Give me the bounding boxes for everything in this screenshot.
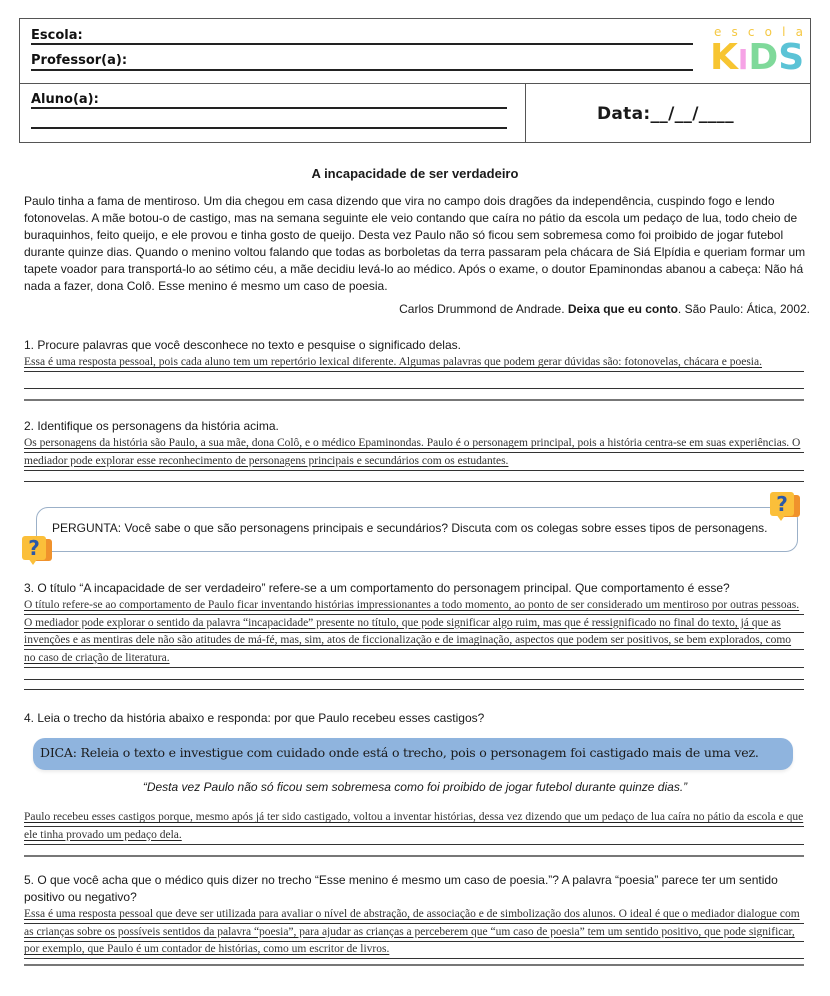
answer-line bbox=[24, 667, 804, 668]
citation-publisher: . São Paulo: Ática, 2002. bbox=[677, 302, 810, 316]
logo-letter-d: D bbox=[748, 37, 779, 78]
logo-letter: a bbox=[795, 25, 804, 39]
answer-line bbox=[24, 470, 804, 471]
student-input-line-1[interactable] bbox=[31, 107, 507, 109]
school-input-line[interactable] bbox=[31, 43, 693, 45]
escola-kids-logo bbox=[706, 21, 806, 83]
logo-letter: s bbox=[731, 25, 739, 39]
citation-book: Deixa que eu conto bbox=[567, 302, 678, 316]
story-title: A incapacidade de ser verdadeiro bbox=[311, 166, 519, 181]
date-field[interactable]: Data:__/__/____ bbox=[597, 104, 734, 124]
question-3-answer[interactable]: O título refere-se ao comportamento de Paulo ficar inventando histórias impressionantes a todo momento, ao ponto de ser considerado um mentiroso por outras pessoas. O mediador pode explorar o sentido da palavra “incapacidade” presente no título, que pode significar algo ruim, mas que é ressignificado no final do texto, já que as invenções e as mentiras dele não são atitudes de má-fé, mas, sim, atos de ficcionalização e de imaginação, aspectos que podem ser positivos, se bem explorados, como no caso de criação de literatura. bbox=[24, 599, 800, 664]
answer-line bbox=[24, 679, 804, 680]
question-3-prompt: 3. O título “A incapacidade de ser verdadeiro” refere-se a um comportamento do personagem principal. Que comportamento é esse? bbox=[24, 581, 730, 595]
answer-line bbox=[24, 481, 804, 482]
student-section bbox=[20, 84, 526, 142]
citation-author: Carlos Drummond de Andrade. bbox=[399, 302, 565, 316]
logo-letter-i: I bbox=[737, 43, 749, 76]
student-label: Aluno(a): bbox=[31, 92, 99, 107]
question-1-answer[interactable]: Essa é uma resposta pessoal, pois cada aluno tem um repertório lexical diferente. Algumas palavras que podem gerar dúvidas são: fotonovelas, chácara e poesia. bbox=[24, 356, 762, 368]
answer-line bbox=[24, 844, 804, 845]
answer-line bbox=[24, 855, 804, 857]
teacher-input-line[interactable] bbox=[31, 69, 693, 71]
answer-line bbox=[24, 958, 804, 959]
logo-letter: c bbox=[747, 25, 756, 39]
answer-line bbox=[24, 371, 804, 372]
teacher-label: Professor(a): bbox=[31, 53, 128, 68]
answer-line bbox=[24, 632, 804, 633]
question-2-prompt: 2. Identifique os personagens da história acima. bbox=[24, 419, 279, 433]
worksheet-header bbox=[19, 18, 811, 143]
logo-kids-text bbox=[710, 39, 804, 79]
question-5-answer[interactable]: Essa é uma resposta pessoal que deve ser utilizada para avaliar o nível de abstração, de associação e de simbolização dos alunos. O ideal é que o mediador dialogue com as crianças sobre os possíveis sentidos da palavra “poesia”, para ajudar as crianças a perceberem que “um caso de poesia” tem um sentido positivo, que pode significar, por exemplo, que Paulo é um contador de histórias, como um escritor de livros. bbox=[24, 908, 800, 955]
question-5-prompt: 5. O que você acha que o médico quis dizer no trecho “Esse menino é mesmo um caso de poesia.”? A palavra “poesia” parece ter um sentido positivo ou negativo? bbox=[24, 873, 778, 904]
question-2-answer[interactable]: Os personagens da história são Paulo, a sua mãe, dona Colô, e o médico Epaminondas. Paulo é o personagem principal, pois a história centra-se em suas experiências. O mediador pode explorar esse reconhecimento de personagens principais e secundários com os estudantes. bbox=[24, 437, 801, 467]
question-4-answer[interactable]: Paulo recebeu esses castigos porque, mesmo após já ter sido castigado, voltou a inventar histórias, dessa vez dizendo que um pedaço de lua caíra no pátio da escola e que ele tinha provado um pedaço dela. bbox=[24, 811, 804, 841]
answer-line bbox=[24, 388, 804, 389]
header-top-section bbox=[20, 19, 810, 84]
answer-line bbox=[24, 399, 804, 401]
answer-line bbox=[24, 826, 804, 827]
answer-line bbox=[24, 649, 804, 650]
story-citation bbox=[399, 302, 810, 316]
answer-line bbox=[24, 614, 804, 615]
question-bubble-icon: ? bbox=[770, 492, 800, 522]
answer-line bbox=[24, 964, 804, 966]
logo-letter-s: S bbox=[778, 37, 805, 78]
student-input-line-2[interactable] bbox=[31, 127, 507, 129]
school-label: Escola: bbox=[31, 28, 83, 43]
question-1-prompt: 1. Procure palavras que você desconhece no texto e pesquise o significado delas. bbox=[24, 338, 461, 352]
answer-line bbox=[24, 689, 804, 690]
question-4-prompt: 4. Leia o trecho da história abaixo e responda: por que Paulo recebeu esses castigos? bbox=[24, 711, 485, 725]
story-body: Paulo tinha a fama de mentiroso. Um dia chegou em casa dizendo que vira no campo dois dragões da independência, cuspindo fogo e lendo fotonovelas. A mãe botou-o de castigo, mas na semana seguinte ele veio contando que caíra no pátio da escola um pedaço de lua, todo cheio de buraquinhos, feito queijo, e ele provou e tinha gosto de queijo. Desta vez Paulo não só ficou sem sobremesa como foi proibido de jogar futebol durante quinze dias. Quando o menino voltou falando que todas as borboletas da terra passaram pela chácara de Siá Elpídia e queriam formar um tapete voador para transportá-lo ao sétimo céu, a mãe decidiu levá-lo ao médico. Após o exame, o doutor Epaminondas abanou a cabeça: Não há nada a fazer, dona Colô. Esse menino é mesmo um caso de poesia. bbox=[24, 194, 806, 293]
pergunta-text: PERGUNTA: Você sabe o que são personagens principais e secundários? Discuta com os colegas sobre esses tipos de personagens. bbox=[52, 521, 768, 535]
question-bubble-icon: ? bbox=[22, 536, 52, 566]
answer-line bbox=[24, 452, 804, 453]
logo-letter: o bbox=[764, 25, 773, 39]
story-excerpt-quote: “Desta vez Paulo não só ficou sem sobremesa como foi proibido de jogar futebol durante quinze dias.” bbox=[142, 780, 688, 794]
answer-line bbox=[24, 941, 804, 942]
logo-letter: e bbox=[714, 25, 723, 39]
dica-text: DICA: Releia o texto e investigue com cuidado onde está o trecho, pois o personagem foi castigado mais de uma vez. bbox=[40, 745, 759, 760]
logo-letter-k: K bbox=[710, 37, 738, 78]
answer-line bbox=[24, 923, 804, 924]
logo-letter: l bbox=[782, 25, 787, 39]
date-section bbox=[527, 84, 810, 142]
